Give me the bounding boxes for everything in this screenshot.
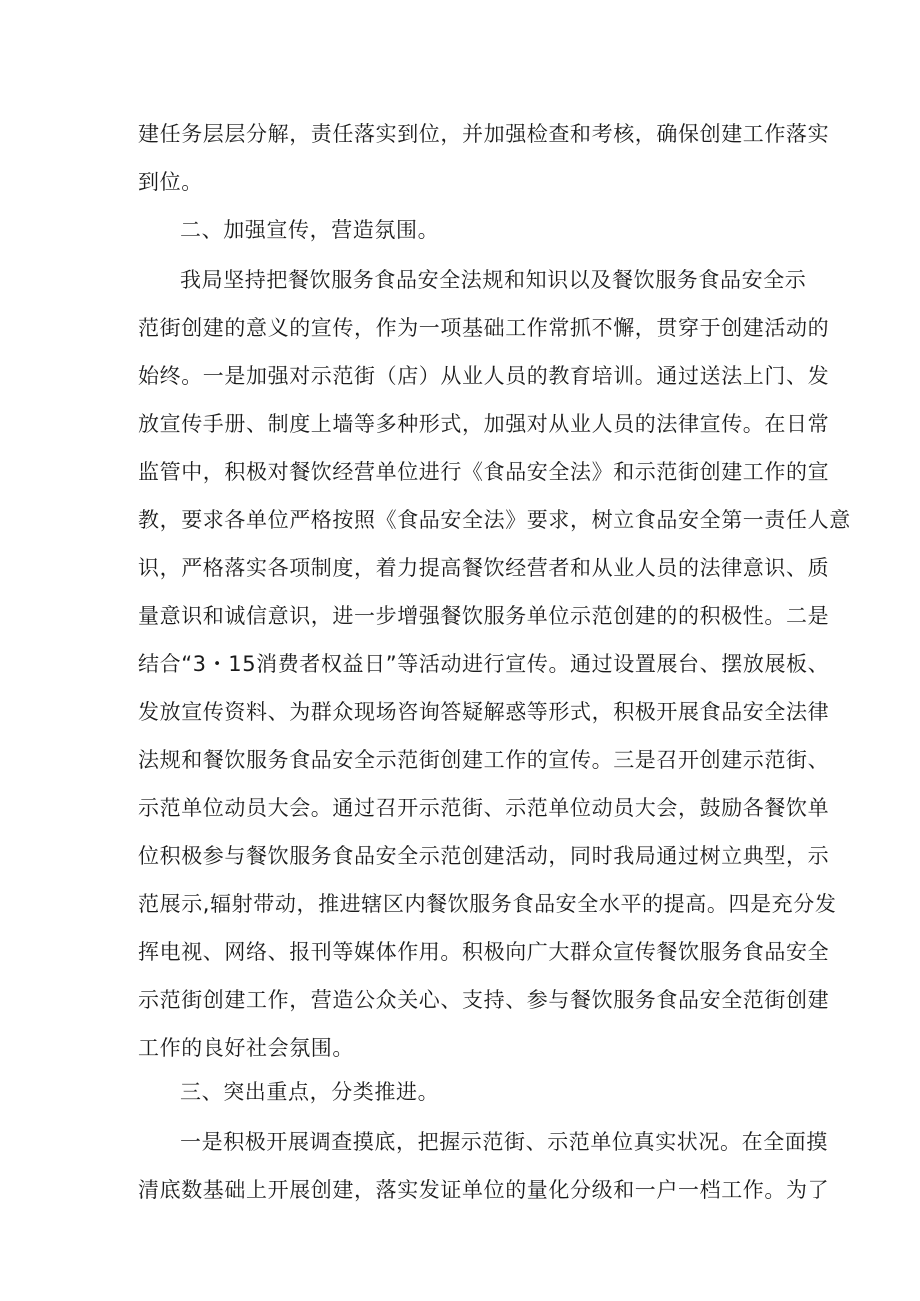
body-text-line: 识，严格落实各项制度，着力提高餐饮经营者和从业人员的法律意识、质	[138, 556, 830, 580]
paragraph-first-line: 我局坚持把餐饮服务食品安全法规和知识以及餐饮服务食品安全示	[180, 268, 807, 292]
section-heading: 二、加强宣传，营造氛围。	[180, 218, 440, 242]
body-text-line: 法规和餐饮服务食品安全示范街创建工作的宣传。三是召开创建示范街、	[138, 748, 830, 772]
body-text-line: 发放宣传资料、为群众现场咨询答疑解惑等形式，积极开展食品安全法律	[138, 700, 830, 724]
body-text-line: 建任务层层分解，责任落实到位，并加强检查和考核，确保创建工作落实	[138, 122, 830, 146]
body-text-line: 示范街创建工作，营造公众关心、支持、参与餐饮服务食品安全范街创建	[138, 988, 830, 1012]
body-text-line: 挥电视、网络、报刊等媒体作用。积极向广大群众宣传餐饮服务食品安全	[138, 940, 830, 964]
body-text-line: 清底数基础上开展创建，落实发证单位的量化分级和一户一档工作。为了	[138, 1178, 830, 1202]
body-text-line: 范展示,辐射带动，推进辖区内餐饮服务食品安全水平的提高。四是充分发	[138, 892, 837, 916]
body-text-line: 工作的良好社会氛围。	[138, 1036, 354, 1060]
paragraph-first-line: 一是积极开展调查摸底，把握示范街、示范单位真实状况。在全面摸	[180, 1130, 828, 1154]
body-text-line: 放宣传手册、制度上墙等多种形式，加强对从业人员的法律宣传。在日常	[138, 412, 830, 436]
body-text-line: 到位。	[138, 170, 203, 194]
body-text-line: 监管中，积极对餐饮经营单位进行《食品安全法》和示范街创建工作的宣	[138, 460, 830, 484]
body-text-line: 量意识和诚信意识，进一步增强餐饮服务单位示范创建的的积极性。二是	[138, 604, 830, 628]
body-text-line: 位积极参与餐饮服务食品安全示范创建活动，同时我局通过树立典型，示	[138, 844, 830, 868]
section-heading: 三、突出重点，分类推进。	[180, 1080, 440, 1104]
body-text-line: 范街创建的意义的宣传，作为一项基础工作常抓不懈，贯穿于创建活动的	[138, 316, 830, 340]
body-text-line: 示范单位动员大会。通过召开示范街、示范单位动员大会，鼓励各餐饮单	[138, 796, 830, 820]
body-text-line: 结合“3・15消费者权益日”等活动进行宣传。通过设置展台、摆放展板、	[138, 652, 830, 676]
body-text-line: 教，要求各单位严格按照《食品安全法》要求，树立食品安全第一责任人意	[138, 508, 851, 532]
body-text-line: 始终。一是加强对示范街（店）从业人员的教育培训。通过送法上门、发	[138, 364, 830, 388]
